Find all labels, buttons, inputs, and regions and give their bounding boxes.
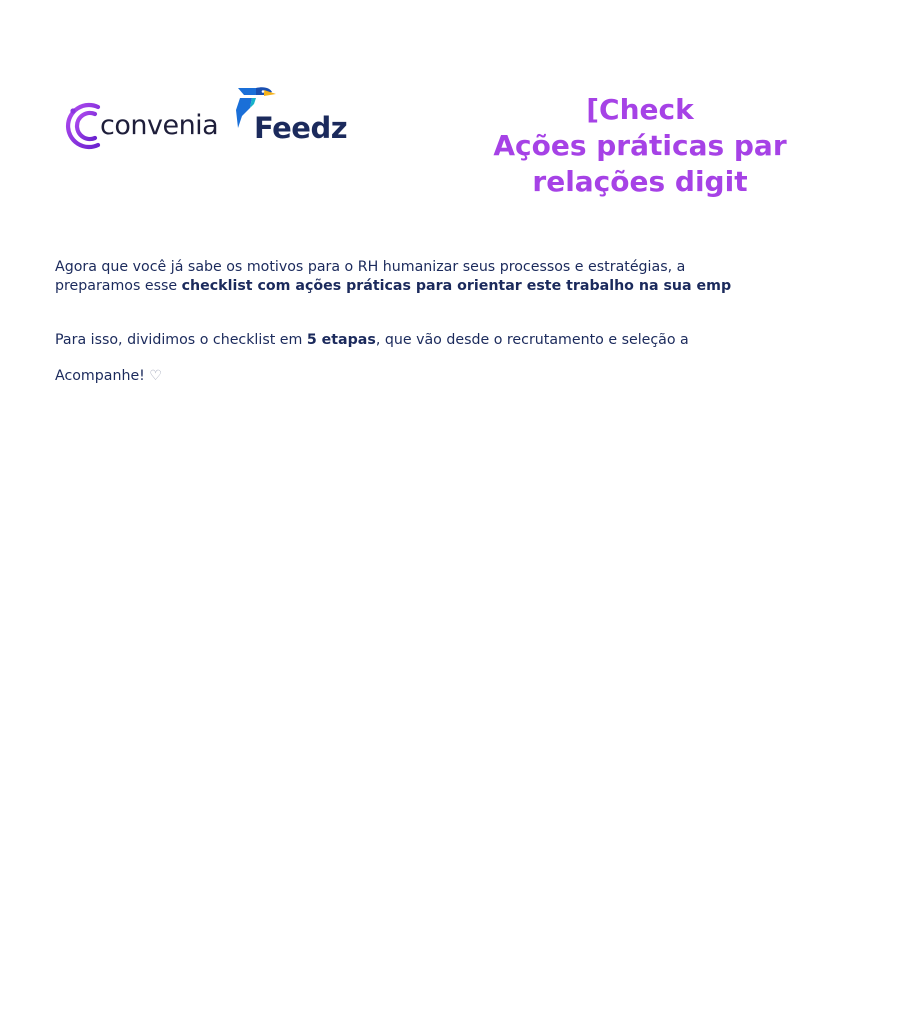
- intro-line-2-prefix: preparamos esse: [55, 278, 182, 294]
- page-title: [380, 92, 900, 200]
- intro-line-2: [55, 277, 731, 296]
- heart-icon: ♡: [149, 368, 162, 384]
- title-line-2: Ações práticas par: [493, 129, 787, 162]
- intro-paragraph: [55, 258, 731, 296]
- follow-text: Acompanhe!: [55, 368, 150, 384]
- feedz-wordmark: Feedz: [254, 111, 348, 145]
- intro-line-2-bold: checklist com ações práticas para orientar este trabalho na sua emp: [181, 278, 732, 294]
- steps-suffix: , que vão desde o recrutamento e seleção a: [375, 332, 689, 348]
- steps-prefix: Para isso, dividimos o checklist em: [55, 332, 307, 348]
- convenia-logo: [64, 100, 218, 152]
- steps-count: 5 etapas: [306, 332, 376, 348]
- intro-line-1: Agora que você já sabe os motivos para o RH humanizar seus processos e estratégias, a: [55, 259, 686, 275]
- title-line-3: relações digit: [532, 165, 748, 198]
- steps-paragraph: [55, 331, 689, 350]
- title-line-1: [Check: [586, 93, 694, 126]
- convenia-wordmark: convenia: [100, 109, 219, 141]
- follow-paragraph: [55, 367, 162, 386]
